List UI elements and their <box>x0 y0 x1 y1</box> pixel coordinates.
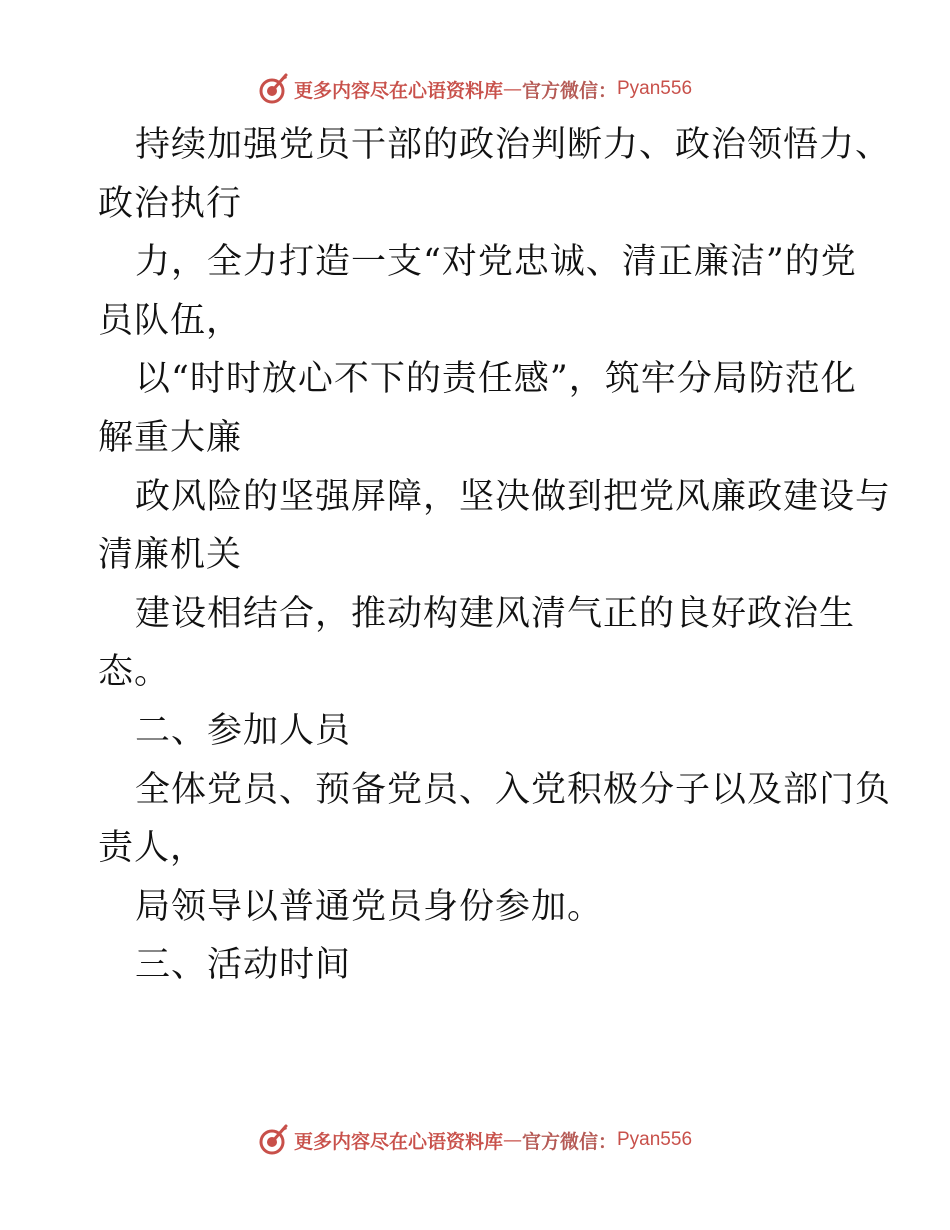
body-line: 全体党员、预备党员、入党积极分子以及部门负 <box>135 769 892 810</box>
watermark-main-text: 更多内容尽在心语资料库 <box>293 1130 503 1153</box>
body-line: 清廉机关 <box>98 535 243 576</box>
body-line: 建设相结合，推动构建风清气正的良好政治生 <box>135 593 856 634</box>
pen-logo-icon <box>258 1123 288 1157</box>
body-line: 力，全力打造一支“对党忠诚、清正廉洁”的党 <box>135 242 857 283</box>
watermark-official-label: 官方微信： <box>521 79 617 102</box>
body-line: 态。 <box>98 652 171 693</box>
body-line: 政风险的坚强屏障，坚决做到把党风廉政建设与 <box>135 476 892 517</box>
body-line: 局领导以普通党员身份参加。 <box>135 886 604 927</box>
body-line: 解重大廉 <box>98 417 243 458</box>
body-line: 以“时时放心不下的责任感”，筑牢分局防范化 <box>135 359 857 400</box>
document-body <box>98 116 892 995</box>
watermark-official-label: 官方微信： <box>521 1130 617 1153</box>
header-watermark <box>0 72 950 106</box>
body-line: 员队伍， <box>98 300 243 341</box>
watermark-main-text: 更多内容尽在心语资料库 <box>293 79 503 102</box>
body-line: 持续加强党员干部的政治判断力、政治领悟力、 <box>135 125 892 165</box>
body-line: 政治执行 <box>98 183 243 224</box>
footer-watermark <box>0 1123 950 1157</box>
pen-logo-icon <box>258 72 288 106</box>
body-line: 责人， <box>98 828 207 869</box>
watermark-dash: — <box>502 78 522 100</box>
watermark-wechat-id: Pyan556 <box>617 1129 693 1150</box>
section-heading: 三、活动时间 <box>135 945 352 986</box>
watermark-wechat-id: Pyan556 <box>617 78 693 99</box>
watermark-dash: — <box>502 1129 522 1151</box>
section-heading: 二、参加人员 <box>135 710 352 751</box>
